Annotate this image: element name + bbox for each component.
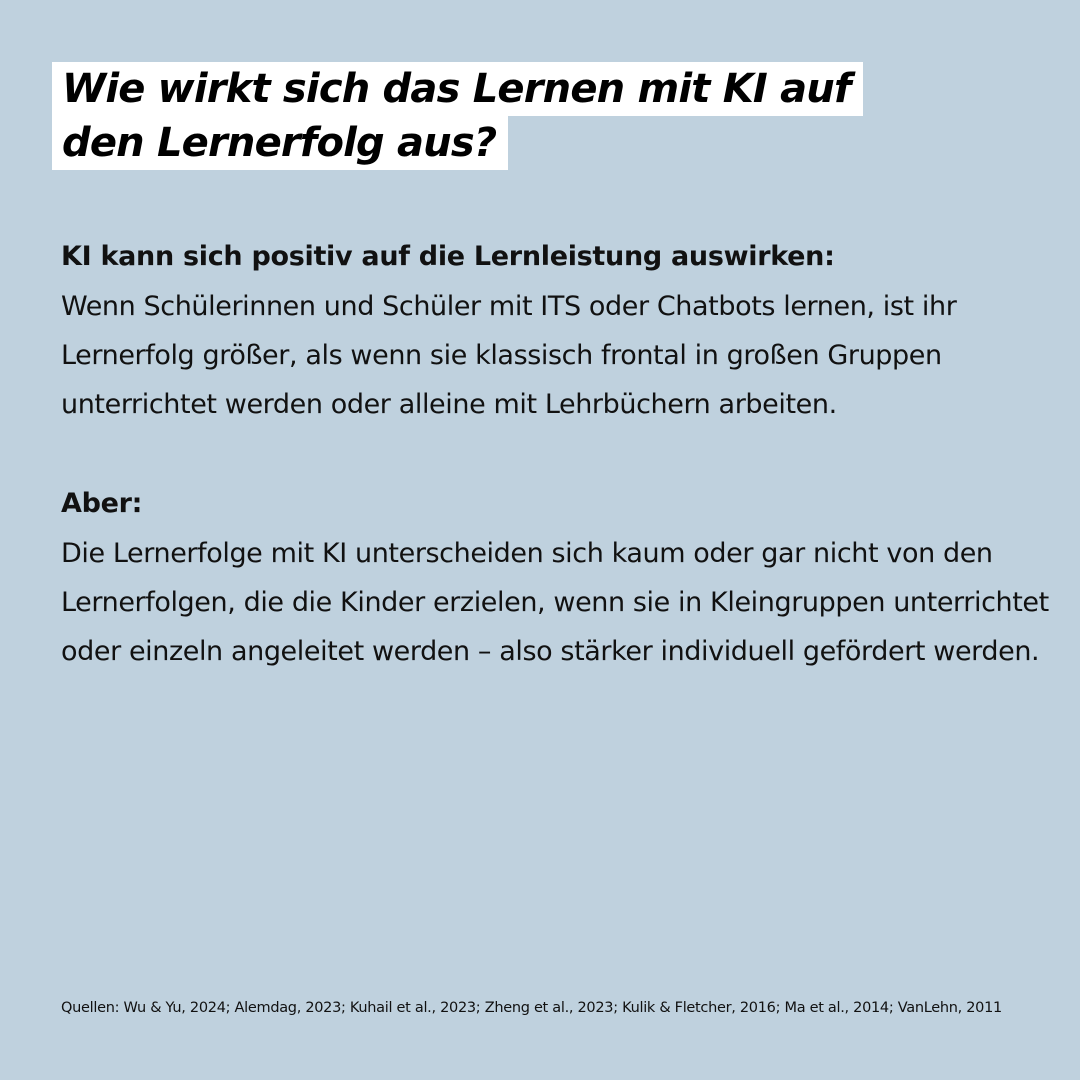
title-line-1: Wie wirkt sich das Lernen mit KI auf — [52, 62, 863, 116]
main-content — [61, 232, 1051, 676]
section-spacer — [61, 429, 1051, 479]
section-heading-but: Aber: — [61, 488, 143, 519]
title-line-2: den Lernerfolg aus? — [52, 116, 508, 170]
sources-footnote: Quellen: Wu & Yu, 2024; Alemdag, 2023; Kuhail et al., 2023; Zheng et al., 2023; Kulik & Fletcher, 2016; Ma et al., 2014; VanLehn, 2011 — [61, 1000, 1002, 1016]
page-title — [52, 62, 863, 170]
section-text-positive: Wenn Schülerinnen und Schüler mit ITS oder Chatbots lernen, ist ihr Lernerfolg größer, als wenn sie klassisch frontal in großen Gruppen unterrichtet werden oder alleine mit Lehrbüchern arbeiten. — [61, 291, 957, 420]
section-text-but: Die Lernerfolge mit KI unterscheiden sich kaum oder gar nicht von den Lernerfolgen, die die Kinder erzielen, wenn sie in Kleingruppen unterrichtet oder einzeln angeleitet werden – also stärker individuell gefördert werden. — [61, 538, 1049, 667]
section-heading-positive: KI kann sich positiv auf die Lernleistung auswirken: — [61, 241, 835, 272]
